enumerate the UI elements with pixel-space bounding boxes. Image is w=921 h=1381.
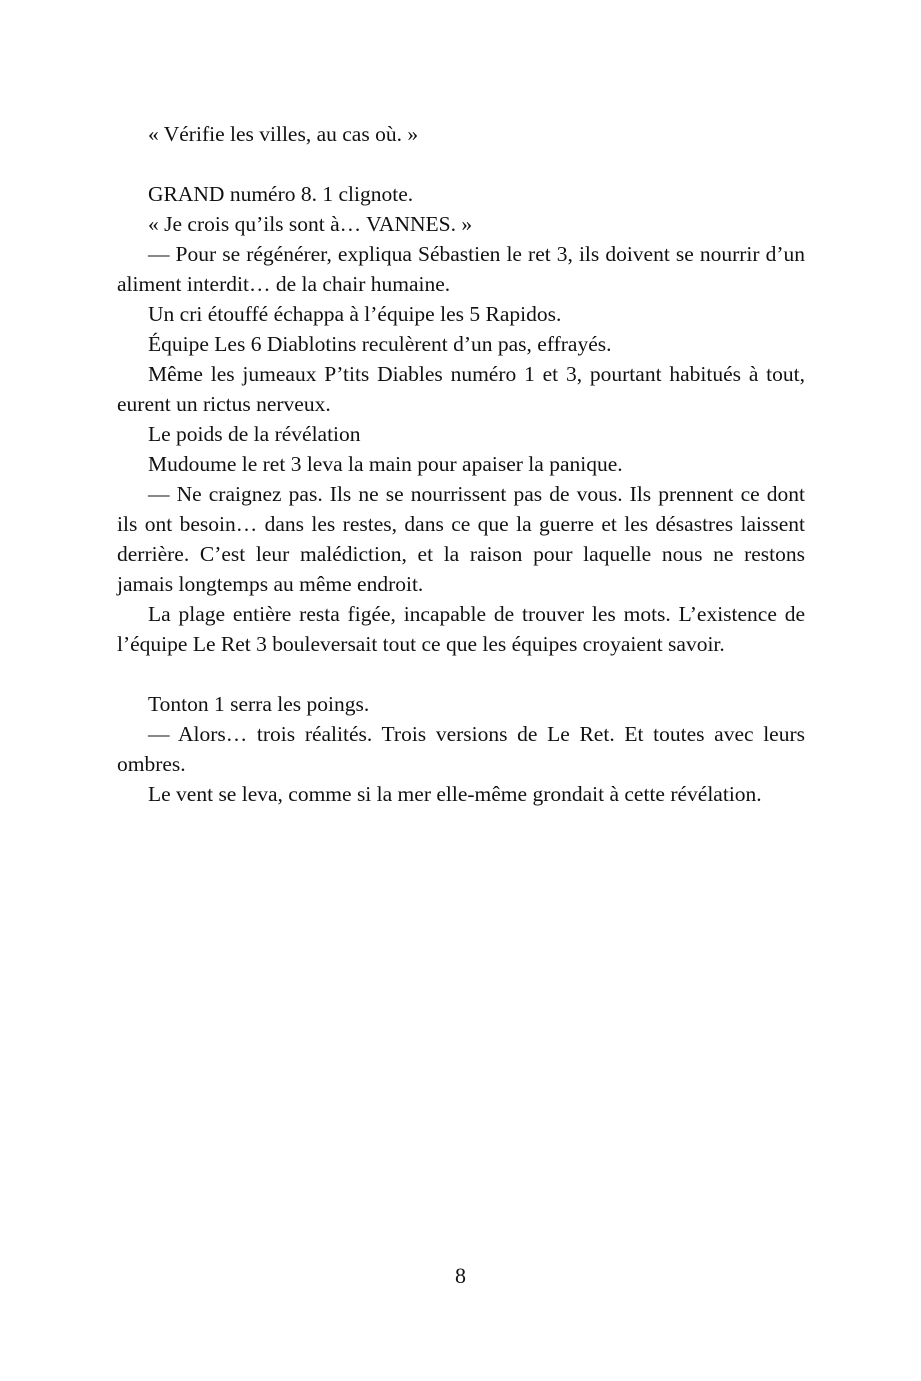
paragraph-10: — Ne craignez pas. Ils ne se nourrissent pas de vous. Ils prennent ce dont ils ont besoin… dans les restes, dans ce que la guerre et les désastres laissent derrière. C’est leur malédiction, et la raison pour laquelle nous ne restons jamais longtemps au même endroit.: [117, 482, 805, 596]
paragraph-4: — Pour se régénérer, expliqua Sébastien le ret 3, ils doivent se nourrir d’un aliment interdit… de la chair humaine.: [117, 242, 805, 296]
paragraph-8: Le poids de la révélation: [148, 422, 361, 446]
paragraph-14: Le vent se leva, comme si la mer elle-même grondait à cette révélation.: [148, 782, 762, 806]
paragraph-13: — Alors… trois réalités. Trois versions de Le Ret. Et toutes avec leurs ombres.: [117, 722, 805, 776]
paragraph-11: La plage entière resta figée, incapable de trouver les mots. L’existence de l’équipe Le Ret 3 bouleversait tout ce que les équipes croyaient savoir.: [117, 602, 805, 656]
page-number: 8: [455, 1263, 466, 1288]
paragraph-5: Un cri étouffé échappa à l’équipe les 5 Rapidos.: [148, 302, 562, 326]
paragraph-7: Même les jumeaux P’tits Diables numéro 1 et 3, pourtant habitués à tout, eurent un rictus nerveux.: [117, 362, 805, 416]
paragraph-1: « Vérifie les villes, au cas où. »: [148, 122, 419, 146]
paragraph-3: « Je crois qu’ils sont à… VANNES. »: [148, 212, 473, 236]
paragraph-12: Tonton 1 serra les poings.: [148, 692, 370, 716]
paragraph-6: Équipe Les 6 Diablotins reculèrent d’un pas, effrayés.: [148, 332, 612, 356]
paragraph-2: GRAND numéro 8. 1 clignote.: [148, 182, 414, 206]
page-body: [117, 119, 805, 809]
paragraph-9: Mudoume le ret 3 leva la main pour apaiser la panique.: [148, 452, 623, 476]
